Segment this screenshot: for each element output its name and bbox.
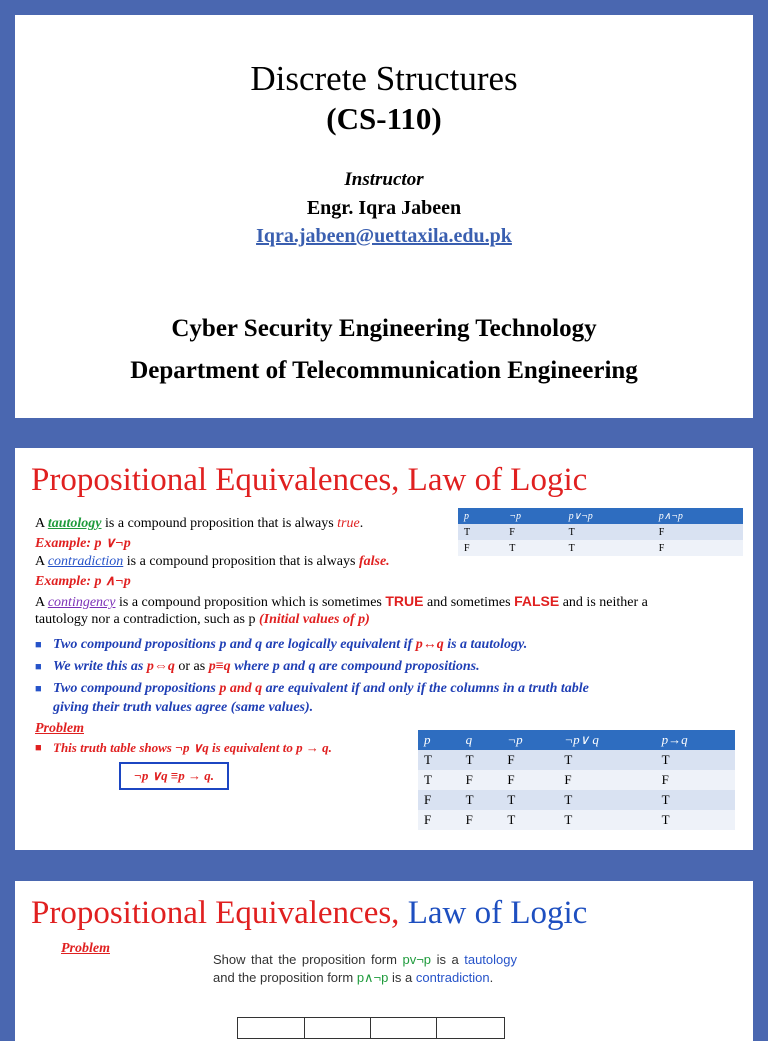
table-cell: T: [656, 790, 735, 810]
bullet-icon: ■: [35, 639, 42, 651]
table-cell: T: [460, 750, 502, 770]
table-header: ¬p: [501, 730, 558, 750]
table-cell: T: [563, 540, 653, 556]
table-cell: F: [656, 770, 735, 790]
table-cell: F: [501, 750, 558, 770]
instructor-label: Instructor: [344, 169, 424, 190]
tautology-term: tautology: [47, 516, 102, 531]
table-header: p∨¬p: [563, 508, 653, 524]
course-code: (CS-110): [326, 101, 442, 136]
department-name: Department of Telecommunication Engineering: [130, 357, 638, 384]
truth-table-partial: [237, 1017, 505, 1039]
contingency-definition-line2: tautology nor a contradiction, such as p (Initial values of p): [35, 612, 370, 627]
table-cell: T: [501, 810, 558, 830]
bullet-icon: ■: [35, 683, 42, 695]
table-cell: T: [458, 524, 503, 540]
table-cell: F: [653, 540, 743, 556]
table-cell: T: [656, 750, 735, 770]
table-row: [418, 810, 735, 830]
table-cell: F: [418, 790, 460, 810]
table-cell: T: [558, 790, 655, 810]
problem-label: Problem: [61, 941, 110, 956]
program-name: Cyber Security Engineering Technology: [171, 315, 597, 342]
instructor-email-link[interactable]: Iqra.jabeen@uettaxila.edu.pk: [256, 225, 512, 247]
table-cell: F: [558, 770, 655, 790]
table-cell: F: [503, 524, 562, 540]
table-header: p→q: [656, 730, 735, 750]
contradiction-example: Example: p ∧¬p: [35, 574, 131, 589]
table-cell: F: [501, 770, 558, 790]
truth-table-implication: [418, 730, 735, 830]
table-cell: T: [501, 790, 558, 810]
table-header: q: [460, 730, 502, 750]
table-header: p: [458, 508, 503, 524]
table-row: [458, 524, 743, 540]
table-cell: F: [418, 810, 460, 830]
bullet-icon: ■: [35, 661, 42, 673]
table-header: ¬p∨ q: [558, 730, 655, 750]
table-cell: T: [460, 790, 502, 810]
table-cell: F: [460, 810, 502, 830]
bullet-notation: We write this as p⇔q or as p≡q where p and q are compound propositions.: [53, 659, 480, 674]
truth-table-tautology: [458, 508, 743, 556]
contradiction-term: contradiction: [47, 554, 124, 569]
table-header: p: [418, 730, 460, 750]
table-cell: T: [503, 540, 562, 556]
bullet-equivalent-columns-line2: giving their truth values agree (same values).: [53, 700, 314, 715]
table-cell: F: [460, 770, 502, 790]
course-title: Discrete Structures: [250, 59, 518, 98]
bullet-icon: ■: [35, 742, 42, 754]
contingency-definition: A contingency is a compound proposition which is sometimes TRUE and sometimes FALSE and is neither a: [35, 593, 648, 610]
table-cell: F: [458, 540, 503, 556]
tautology-example: Example: p ∨¬p: [35, 536, 131, 551]
table-cell: T: [656, 810, 735, 830]
slide-title: Propositional Equivalences, Law of Logic: [31, 895, 588, 931]
equivalences-problem-slide: [15, 881, 753, 1041]
title-slide: [15, 15, 753, 418]
table-row: [418, 750, 735, 770]
bullet-equivalent-columns: Two compound propositions p and q are equivalent if and only if the columns in a truth table: [53, 681, 589, 696]
instructor-name: Engr. Iqra Jabeen: [306, 197, 462, 219]
contradiction-definition: A contradiction is a compound proposition that is always false.: [35, 554, 390, 569]
slide-title: Propositional Equivalences, Law of Logic: [31, 462, 588, 498]
problem-statement: This truth table shows ¬p ∨q is equivalent to p → q.: [53, 740, 332, 755]
contingency-term: contingency: [47, 595, 116, 610]
table-cell: T: [558, 750, 655, 770]
problem-label: Problem: [35, 721, 84, 736]
equivalences-slide: [15, 448, 753, 850]
table-row: [458, 540, 743, 556]
bullet-logically-equivalent: Two compound propositions p and q are logically equivalent if p↔q is a tautology.: [53, 637, 528, 652]
table-header: p∧¬p: [653, 508, 743, 524]
table-cell: F: [653, 524, 743, 540]
table-header: ¬p: [503, 508, 562, 524]
table-cell: T: [418, 770, 460, 790]
equivalence-box: ¬p ∨q ≡p → q.: [119, 762, 229, 790]
table-cell: T: [418, 750, 460, 770]
table-row: [418, 790, 735, 810]
problem-text: Show that the proposition form pv¬p is a tautology and the proposition form p∧¬p is a contradiction.: [213, 952, 517, 985]
table-row: [418, 770, 735, 790]
tautology-definition: A tautology is a compound proposition that is always true.: [35, 516, 364, 531]
table-cell: T: [558, 810, 655, 830]
table-cell: T: [563, 524, 653, 540]
